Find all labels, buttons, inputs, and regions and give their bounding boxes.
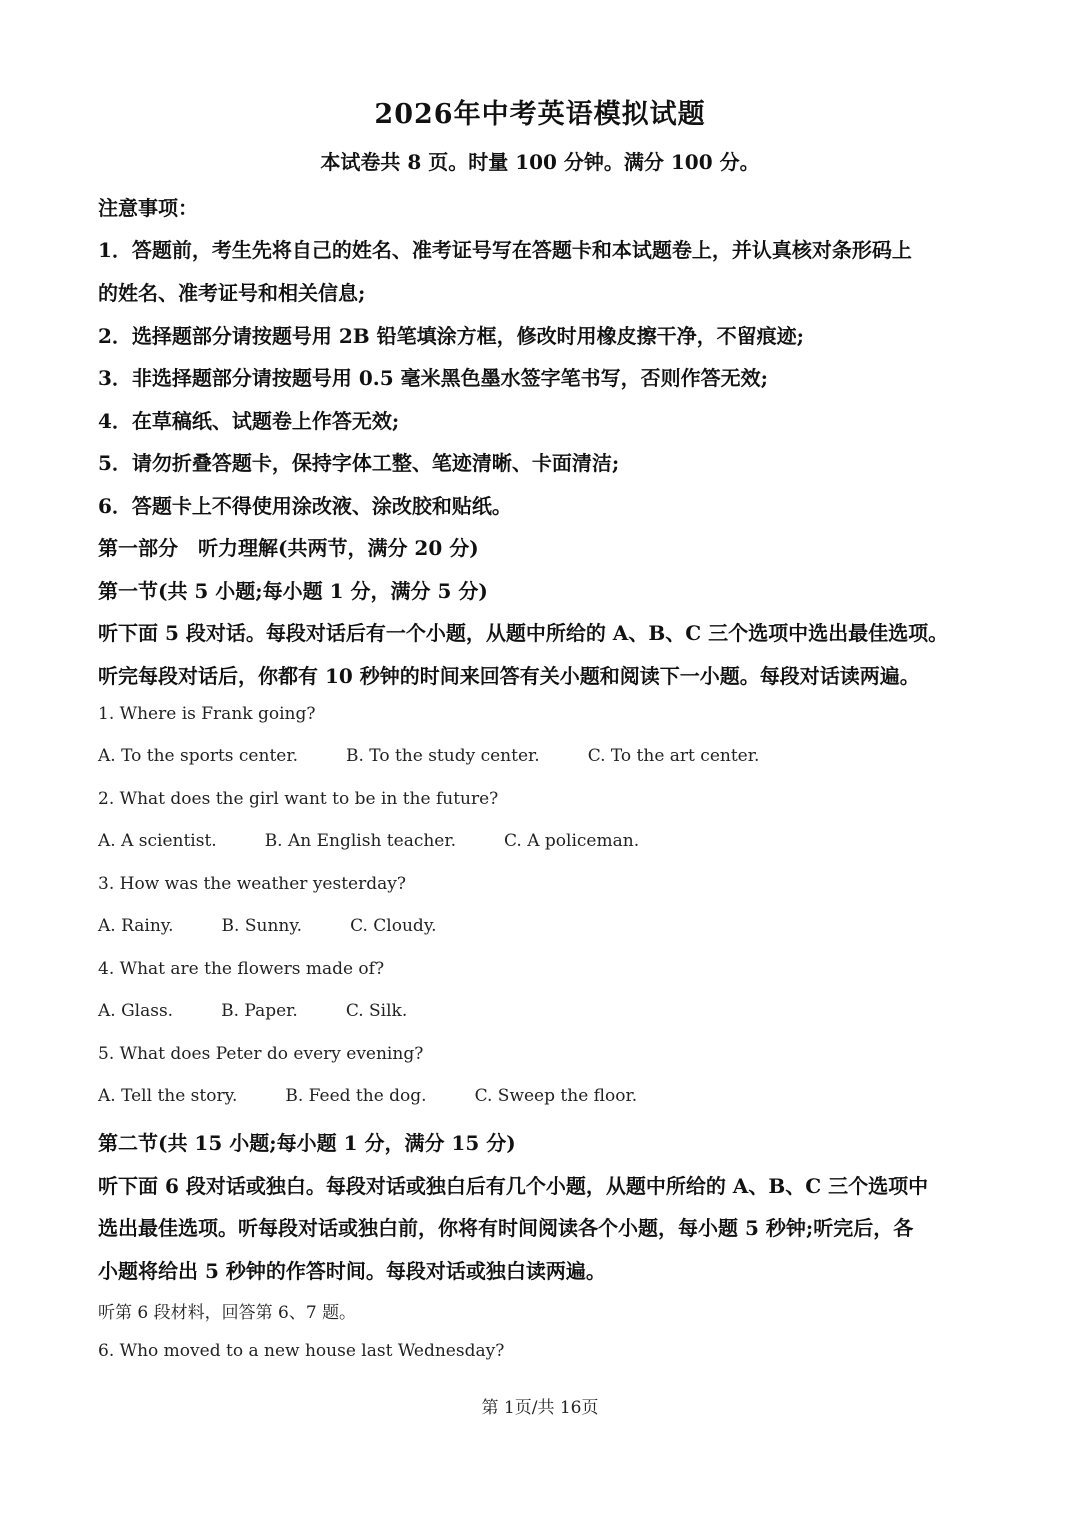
option: A. Rainy. [98, 916, 174, 936]
option: B. Paper. [221, 1001, 298, 1021]
notice-5: 5．请勿折叠答题卡，保持字体工整、笔迹清晰、卡面清洁; [98, 451, 620, 475]
notice-1-cont: 的姓名、准考证号和相关信息; [98, 281, 366, 305]
option: A. To the sports center. [98, 746, 298, 766]
option: B. An English teacher. [264, 831, 457, 851]
notice-heading: 注意事项： [98, 196, 198, 220]
option: A. A scientist. [98, 831, 217, 851]
section2-heading: 第二节(共 15 小题;每小题 1 分，满分 15 分) [98, 1131, 516, 1155]
exam-title: 2026年中考英语模拟试题 [374, 99, 706, 130]
question-2: 2. What does the girl want to be in the future? [98, 789, 499, 809]
notice-4: 4．在草稿纸、试题卷上作答无效; [98, 409, 400, 433]
option: C. Cloudy. [350, 916, 437, 936]
section2-instruction-2: 选出最佳选项。听每段对话或独白前，你将有时间阅读各个小题，每小题 5 秒钟;听完后，各 [98, 1216, 914, 1240]
section2-instruction-3: 小题将给出 5 秒钟的作答时间。每段对话或独白读两遍。 [98, 1259, 606, 1283]
question-2-options [98, 831, 984, 851]
notice-3: 3．非选择题部分请按题号用 0.5 毫米黑色墨水签字笔书写，否则作答无效; [98, 366, 769, 390]
question-1: 1. Where is Frank going? [98, 704, 316, 724]
section1-instruction-2: 听完每段对话后，你都有 10 秒钟的时间来回答有关小题和阅读下一小题。每段对话读两遍。 [98, 664, 920, 688]
exam-subtitle: 本试卷共 8 页。时量 100 分钟。满分 100 分。 [320, 150, 760, 174]
option: C. A policeman. [504, 831, 640, 851]
page-footer: 第 1页/共 16页 [481, 1398, 599, 1418]
question-3-options [98, 916, 984, 936]
material-6-note: 听第 6 段材料，回答第 6、7 题。 [98, 1303, 357, 1323]
question-5-options [98, 1086, 984, 1106]
notice-1: 1．答题前，考生先将自己的姓名、准考证号写在答题卡和本试题卷上，并认真核对条形码上 [98, 238, 912, 262]
question-3: 3. How was the weather yesterday? [98, 874, 406, 894]
option: B. To the study center. [346, 746, 540, 766]
question-4-options [98, 1001, 984, 1021]
section1-instruction-1: 听下面 5 段对话。每段对话后有一个小题，从题中所给的 A、B、C 三个选项中选出最佳选项。 [98, 621, 949, 645]
notice-2: 2．选择题部分请按题号用 2B 铅笔填涂方框，修改时用橡皮擦干净，不留痕迹; [98, 324, 805, 348]
option: C. To the art center. [587, 746, 760, 766]
question-6: 6. Who moved to a new house last Wednesday? [98, 1341, 505, 1361]
option: A. Glass. [98, 1001, 174, 1021]
option: B. Feed the dog. [285, 1086, 427, 1106]
option: B. Sunny. [221, 916, 303, 936]
option: C. Sweep the floor. [474, 1086, 638, 1106]
question-1-options [98, 746, 984, 766]
question-5: 5. What does Peter do every evening? [98, 1044, 424, 1064]
option: C. Silk. [345, 1001, 408, 1021]
section1-heading: 第一节(共 5 小题;每小题 1 分，满分 5 分) [98, 579, 488, 603]
part1-heading: 第一部分 听力理解(共两节，满分 20 分) [98, 536, 479, 560]
question-4: 4. What are the flowers made of? [98, 959, 385, 979]
notice-6: 6．答题卡上不得使用涂改液、涂改胶和贴纸。 [98, 494, 512, 518]
section2-instruction-1: 听下面 6 段对话或独白。每段对话或独白后有几个小题，从题中所给的 A、B、C 三个选项中 [98, 1174, 929, 1198]
option: A. Tell the story. [98, 1086, 238, 1106]
